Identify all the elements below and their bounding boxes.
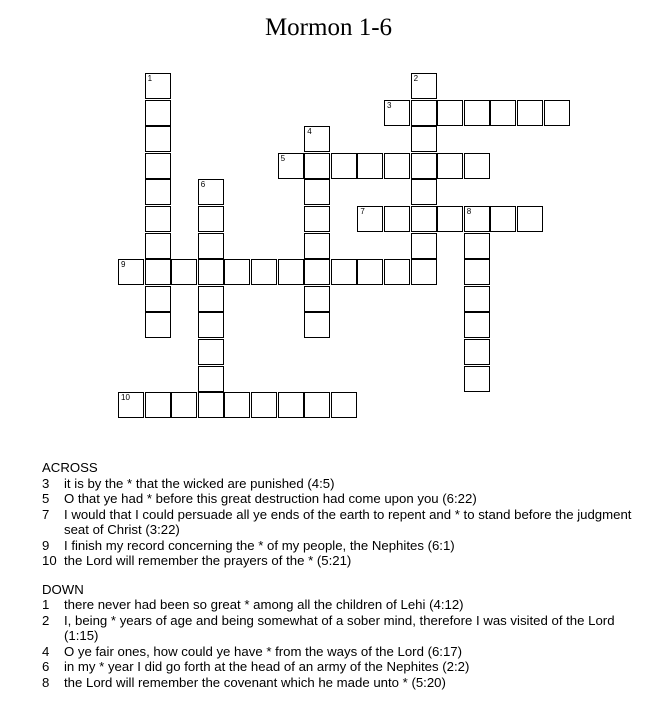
grid-cell[interactable] [198,312,224,338]
cell-number: 3 [387,100,392,110]
cell-number: 10 [121,393,130,403]
clue-text: it is by the * that the wicked are punished (4:5) [64,475,335,491]
grid-cell[interactable] [357,206,383,232]
grid-cell[interactable] [437,100,463,126]
clue-across-3 [42,476,642,492]
puzzle-title: Mormon 1-6 [264,14,393,41]
grid-cell[interactable] [198,233,224,259]
clue-text: there never had been so great * among all the children of Lehi (4:12) [64,597,464,612]
clue-down-6 [42,659,642,675]
clue-number: 9 [42,537,50,553]
clue-number: 1 [42,597,50,612]
grid-cell[interactable] [304,153,330,179]
grid-cell[interactable] [464,339,490,365]
grid-cell[interactable] [464,312,490,338]
grid-cell[interactable] [251,392,277,418]
clue-text: O that ye had * before this great destruction had come upon you (6:22) [64,491,477,506]
clue-number: 5 [42,491,50,506]
grid-cell[interactable] [145,392,171,418]
grid-cell[interactable] [251,259,277,285]
grid-cell[interactable] [145,179,171,205]
grid-cell[interactable] [198,259,224,285]
grid-cell[interactable] [278,259,304,285]
grid-cell[interactable] [224,392,250,418]
grid-cell[interactable] [304,259,330,285]
cell-number: 9 [121,260,126,270]
clue-down-8 [42,675,642,691]
grid-cell[interactable] [544,100,570,126]
grid-cell[interactable] [464,100,490,126]
clue-number: 3 [42,475,50,491]
grid-cell[interactable] [304,233,330,259]
grid-cell[interactable] [464,206,490,232]
grid-cell[interactable] [145,286,171,312]
grid-cell[interactable] [357,153,383,179]
grid-cell[interactable] [198,286,224,312]
clue-text: O ye fair ones, how could ye have * from the ways of the Lord (6:17) [64,643,463,659]
grid-cell[interactable] [145,153,171,179]
clue-text: I finish my record concerning the * of my people, the Nephites (6:1) [64,537,455,553]
grid-cell[interactable] [145,259,171,285]
grid-cell[interactable] [171,259,197,285]
grid-cell[interactable] [517,100,543,126]
clue-across-9 [42,538,642,554]
clue-text: in my * year I did go forth at the head of an army of the Nephites (2:2) [64,659,470,674]
cell-number: 5 [280,153,286,163]
down-heading: DOWN [42,581,84,597]
grid-cell[interactable] [384,259,410,285]
clue-down-1 [42,597,642,613]
grid-cell[interactable] [411,100,437,126]
grid-cell[interactable] [464,366,490,392]
grid-cell[interactable] [384,100,410,126]
cell-number: 8 [466,207,472,216]
grid-cell[interactable] [145,73,171,99]
grid-cell[interactable] [464,153,490,179]
grid-cell[interactable] [118,392,144,418]
grid-cell[interactable] [411,206,437,232]
grid-cell[interactable] [411,153,437,179]
grid-cell[interactable] [411,126,437,152]
grid-cell[interactable] [331,259,357,285]
grid-cell[interactable] [331,153,357,179]
grid-cell[interactable] [304,286,330,312]
grid-cell[interactable] [331,392,357,418]
grid-cell[interactable] [278,153,304,179]
grid-cell[interactable] [304,126,330,152]
grid-cell[interactable] [145,233,171,259]
grid-cell[interactable] [198,366,224,392]
cell-number: 1 [147,74,153,83]
grid-cell[interactable] [304,206,330,232]
across-heading: ACROSS [42,460,98,475]
clue-text: I, being * years of age and being somewhat of a sober mind, therefore I was visited of the Lord (1:15) [64,612,615,643]
grid-cell[interactable] [304,179,330,205]
grid-cell[interactable] [304,312,330,338]
clue-list [42,460,642,690]
clue-number: 2 [42,612,50,628]
grid-cell[interactable] [224,259,250,285]
grid-cell[interactable] [384,206,410,232]
grid-cell[interactable] [464,259,490,285]
grid-cell[interactable] [384,153,410,179]
grid-cell[interactable] [464,286,490,312]
grid-cell[interactable] [198,179,224,205]
cell-number: 2 [413,74,419,83]
clue-down-4 [42,644,642,660]
grid-cell[interactable] [198,206,224,232]
grid-cell[interactable] [437,206,463,232]
cell-number: 6 [200,180,206,190]
clue-number: 10 [42,553,57,568]
clue-number: 8 [42,674,50,690]
grid-cell[interactable] [411,233,437,259]
grid-cell[interactable] [278,392,304,418]
grid-cell[interactable] [411,179,437,205]
clue-across-5 [42,491,642,507]
grid-cell[interactable] [304,392,330,418]
down-section [42,582,642,691]
grid-cell[interactable] [490,100,516,126]
clue-number: 4 [42,643,50,659]
grid-cell[interactable] [490,206,516,232]
cell-number: 7 [360,207,365,216]
clue-across-10 [42,553,642,569]
clue-number: 7 [42,506,50,522]
grid-cell[interactable] [198,339,224,365]
clue-text: I would that I could persuade all ye ends of the earth to repent and * to stand before the judgment seat of Christ (3:22) [64,506,632,537]
grid-cell[interactable] [437,153,463,179]
grid-cell[interactable] [198,392,224,418]
grid-cell[interactable] [411,259,437,285]
grid-cell[interactable] [517,206,543,232]
clue-text: the Lord will remember the covenant which he made unto * (5:20) [64,674,446,690]
grid-cell[interactable] [464,233,490,259]
clue-down-2 [42,613,642,644]
cell-number: 4 [307,127,312,137]
across-section [42,460,642,569]
grid-cell[interactable] [145,100,171,126]
clue-text: the Lord will remember the prayers of the * (5:21) [64,553,352,568]
clue-number: 6 [42,659,50,674]
grid-cell[interactable] [118,259,144,285]
clue-across-7 [42,507,642,538]
grid-cell[interactable] [145,206,171,232]
grid-cell[interactable] [145,126,171,152]
grid-cell[interactable] [411,73,437,99]
grid-cell[interactable] [171,392,197,418]
grid-cell[interactable] [357,259,383,285]
grid-cell[interactable] [145,312,171,338]
